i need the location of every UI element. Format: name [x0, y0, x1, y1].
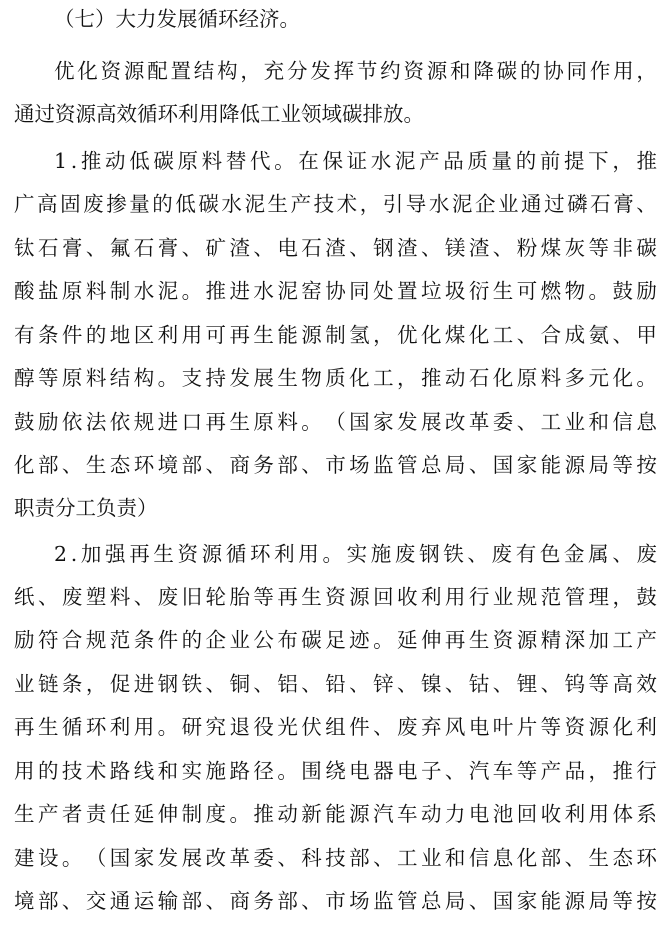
paragraph-line: 钛 石 膏 、 氟 石 膏 、 矿 渣 、 电 石 渣 、 钢 渣 、 镁 渣 、 粉 煤 灰 等 非 碳: [14, 236, 657, 260]
paragraph-line: 醇 等 原 料 结 构 。 支 持 发 展 生 物 质 化 工 ， 推 动 石 化 原 料 多 元 化 。: [14, 366, 657, 390]
paragraph-line: 建 设 。 （ 国 家 发 展 改 革 委 、 科 技 部 、 工 业 和 信 息 化 部 、 生 态 环: [14, 846, 657, 870]
paragraph-line: 境 部 、 交 通 运 输 部 、 商 务 部 、 市 场 监 管 总 局 、 国 家 能 源 局 等 按: [14, 889, 657, 913]
paragraph-line: 有 条 件 的 地 区 利 用 可 再 生 能 源 制 氢 ， 优 化 煤 化 工 、 合 成 氨 、 甲: [14, 323, 657, 347]
paragraph-line: 鼓 励 依 法 依 规 进 口 再 生 原 料 。 （ 国 家 发 展 改 革 委 、 工 业 和 信 息: [14, 410, 657, 434]
paragraph-line: 广 高 固 废 掺 量 的 低 碳 水 泥 生 产 技 术 ， 引 导 水 泥 企 业 通 过 磷 石 膏 、: [14, 192, 657, 216]
paragraph-line: 酸 盐 原 料 制 水 泥 。 推 进 水 泥 窑 协 同 处 置 垃 圾 衍 生 可 燃 物 。 鼓 励: [14, 279, 657, 303]
paragraph-line: 1 . 推 动 低 碳 原 料 替 代 。 在 保 证 水 泥 产 品 质 量 的 前 提 下 ， 推: [54, 149, 657, 173]
paragraph-line: 业 链 条 ， 促 进 钢 铁 、 铜 、 铝 、 铅 、 锌 、 镍 、 钴 、 锂 、 钨 等 高 效: [14, 672, 657, 696]
paragraph-line: 励 符 合 规 范 条 件 的 企 业 公 布 碳 足 迹 。 延 伸 再 生 资 源 精 深 加 工 产: [14, 628, 657, 652]
paragraph-line: 通过资源高效循环利用降低工业领域碳排放。: [14, 102, 424, 126]
paragraph-line: 职责分工负责）: [14, 496, 158, 520]
paragraph-line: 优 化 资 源 配 置 结 构 ， 充 分 发 挥 节 约 资 源 和 降 碳 的 协 同 作 用 ，: [54, 59, 657, 83]
paragraph-line: 用 的 技 术 路 线 和 实 施 路 径 。 围 绕 电 器 电 子 、 汽 车 等 产 品 ， 推 行: [14, 759, 657, 783]
paragraph-line: 纸 、 废 塑 料 、 废 旧 轮 胎 等 再 生 资 源 回 收 利 用 行 业 规 范 管 理 ， 鼓: [14, 585, 657, 609]
section-heading: （七）大力发展循环经济。: [54, 7, 300, 31]
paragraph-line: 生 产 者 责 任 延 伸 制 度 。 推 动 新 能 源 汽 车 动 力 电 池 回 收 利 用 体 系: [14, 802, 657, 826]
paragraph-line: 再 生 循 环 利 用 。 研 究 退 役 光 伏 组 件 、 废 弃 风 电 叶 片 等 资 源 化 利: [14, 715, 657, 739]
paragraph-line: 2 . 加 强 再 生 资 源 循 环 利 用 。 实 施 废 钢 铁 、 废 有 色 金 属 、 废: [54, 542, 657, 566]
paragraph-line: 化 部 、 生 态 环 境 部 、 商 务 部 、 市 场 监 管 总 局 、 国 家 能 源 局 等 按: [14, 453, 657, 477]
